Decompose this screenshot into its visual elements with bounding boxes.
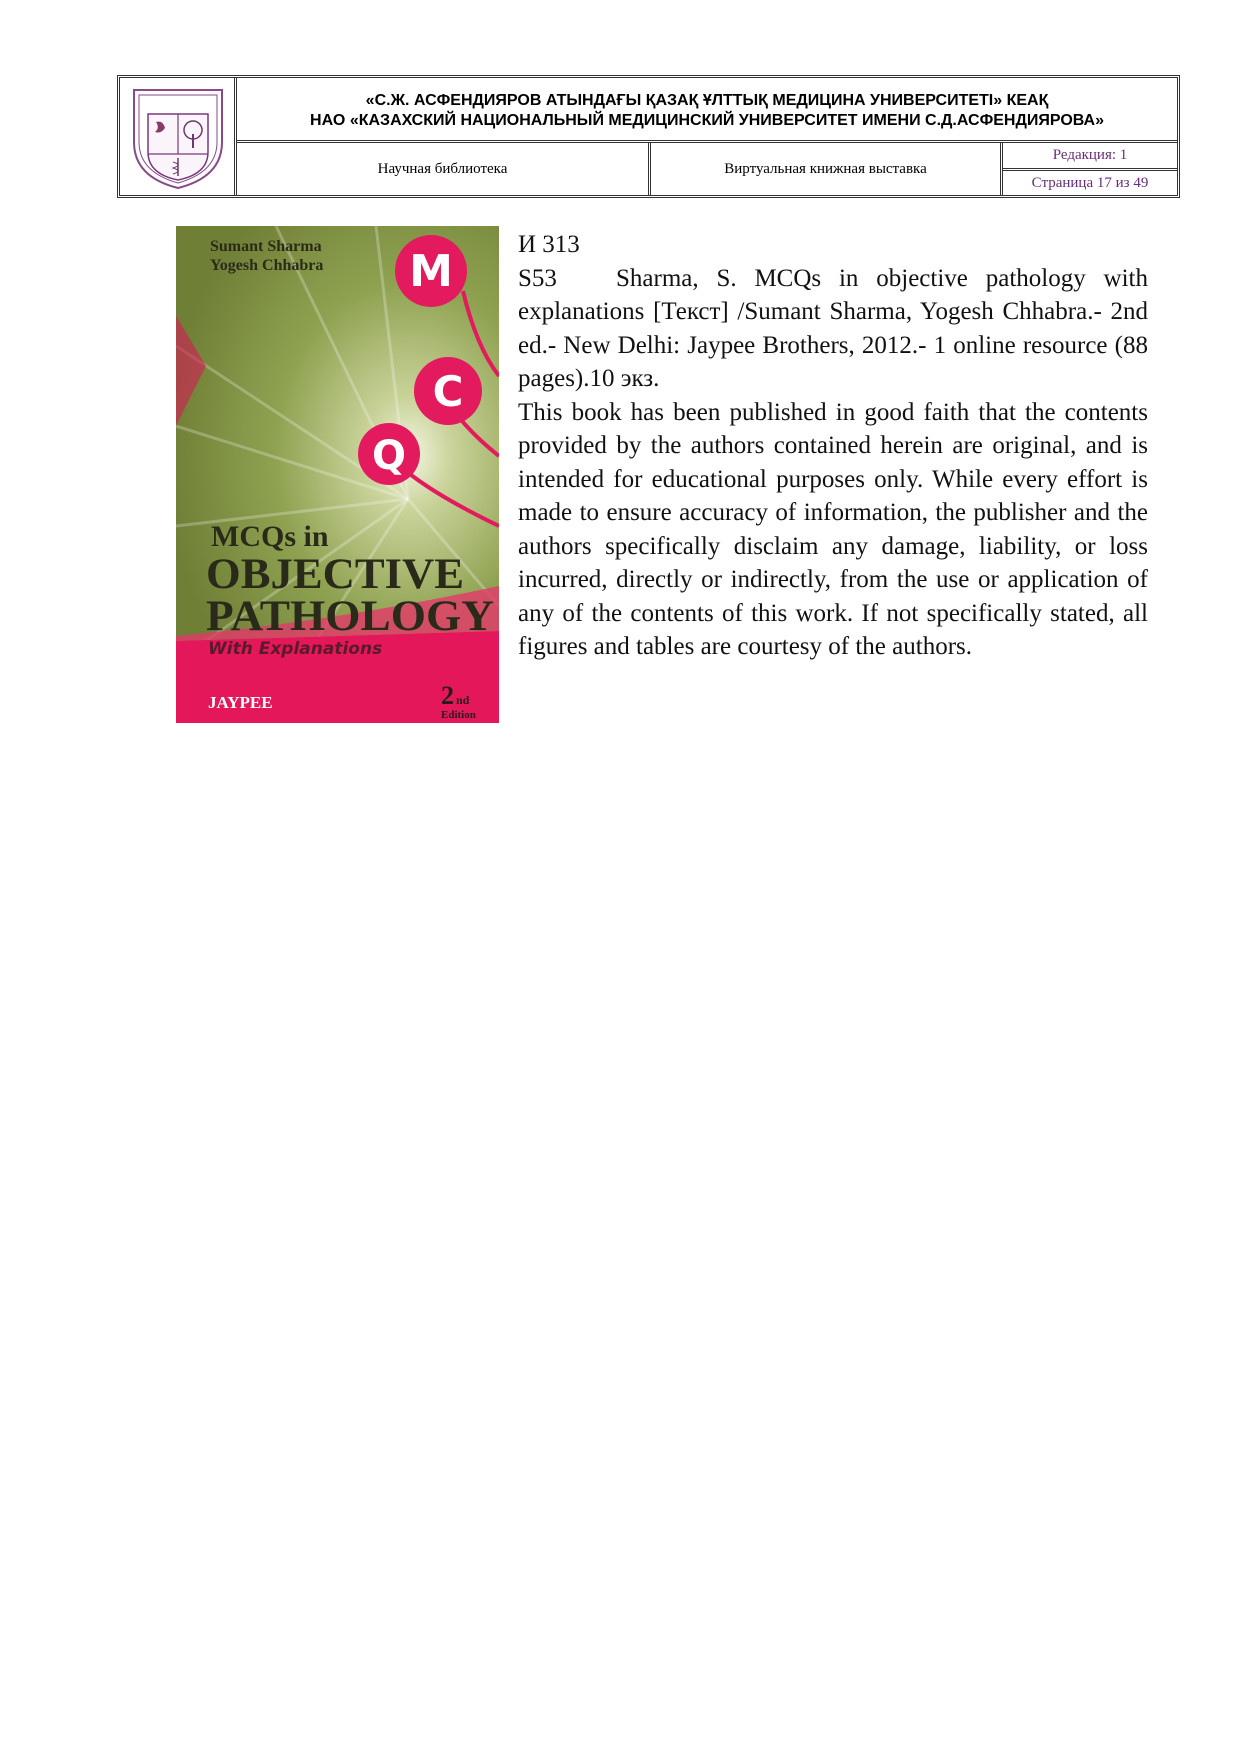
- library-label: Научная библиотека: [237, 143, 651, 195]
- cover-edition-suffix: nd: [456, 693, 470, 707]
- index-code: И 313: [518, 231, 580, 258]
- exhibition-label: Виртуальная книжная выставка: [651, 143, 1003, 195]
- bibliographic-entry: [518, 228, 1148, 664]
- annotation: This book has been published in good faith that the contents provided by the authors contained herein are original, and is intended for educational purposes only. While every effort is made to ensure accuracy of information, the publisher and the authors specifically disclaim any damage, liability, or loss incurred, directly or indirectly, from the use or application of any of the contents of this work. If not specifically stated, all figures and tables are courtesy of the authors.: [518, 398, 1148, 660]
- citation: [518, 262, 1148, 396]
- cover-title-line1: MCQs in: [211, 520, 329, 553]
- cover-subtitle: With Explanations: [208, 639, 383, 659]
- cover-edition-number: 2: [441, 681, 454, 710]
- cover-author-2: Yogesh Chhabra: [210, 257, 324, 274]
- cover-title-line2: OBJECTIVE: [206, 551, 464, 598]
- university-crest-icon: [128, 82, 228, 192]
- shelf-code: S53: [518, 264, 557, 292]
- title-kazakh: «С.Ж. АСФЕНДИЯРОВ АТЫНДАҒЫ ҚАЗАҚ ҰЛТТЫҚ МЕДИЦИНА УНИВЕРСИТЕТІ» КЕАҚ: [365, 92, 1049, 109]
- edition-label: Редакция: 1: [1003, 143, 1177, 171]
- cover-letter-m: M: [409, 246, 453, 297]
- cover-publisher: JAYPEE: [208, 693, 273, 712]
- cover-title-line3: PATHOLOGY: [206, 593, 494, 640]
- document-header: [117, 75, 1180, 198]
- cover-author-1: Sumant Sharma: [210, 238, 322, 255]
- university-title: [237, 78, 1177, 143]
- cover-edition-word: Edition: [441, 709, 476, 721]
- title-russian: НАО «КАЗАХСКИЙ НАЦИОНАЛЬНЫЙ МЕДИЦИНСКИЙ УНИВЕРСИТЕТ ИМЕНИ С.Д.АСФЕНДИЯРОВА»: [310, 112, 1104, 129]
- university-logo: [120, 78, 237, 195]
- page-number: Страница 17 из 49: [1031, 175, 1149, 191]
- book-cover: [176, 226, 499, 723]
- citation-text: Sharma, S. MCQs in objective pathology with explanations [Текст] /Sumant Sharma, Yogesh Chhabra.- 2nd ed.- New Delhi: Jaypee Brothers, 2012.- 1 online resource (88 pages).10 экз.: [518, 264, 1148, 392]
- cover-letter-q: Q: [371, 433, 407, 479]
- cover-letter-c: C: [432, 367, 464, 416]
